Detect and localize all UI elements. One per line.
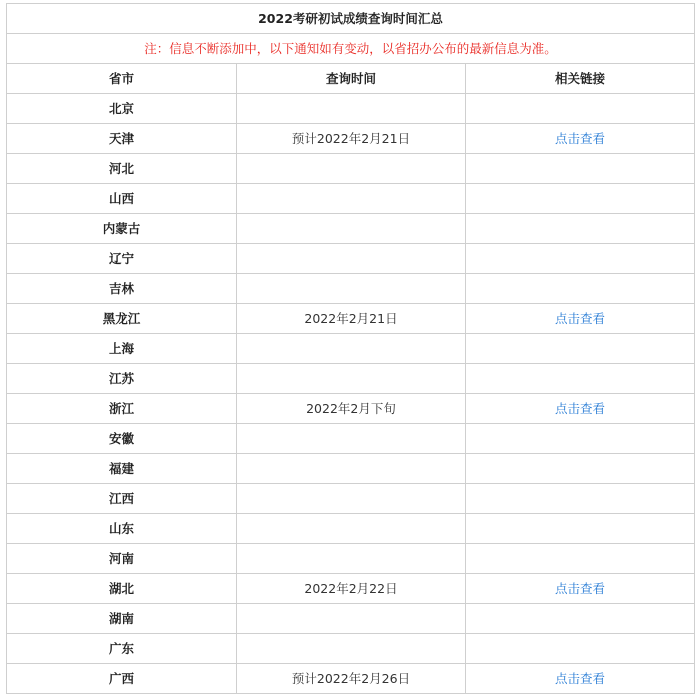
table-row bbox=[7, 154, 695, 184]
related-link-cell bbox=[466, 574, 695, 604]
province-cell: 山西 bbox=[7, 184, 237, 214]
related-link-cell bbox=[466, 154, 695, 184]
related-link-cell bbox=[466, 214, 695, 244]
province-cell: 上海 bbox=[7, 334, 237, 364]
table-row bbox=[7, 484, 695, 514]
related-link-cell bbox=[466, 124, 695, 154]
related-link-cell bbox=[466, 364, 695, 394]
table-row bbox=[7, 124, 695, 154]
table-row bbox=[7, 304, 695, 334]
related-link-cell bbox=[466, 664, 695, 694]
query-time-cell: 2022年2月21日 bbox=[237, 304, 466, 334]
column-header-link: 相关链接 bbox=[466, 64, 695, 94]
province-cell: 辽宁 bbox=[7, 244, 237, 274]
score-query-schedule-table bbox=[6, 3, 695, 694]
view-details-link[interactable]: 点击查看 bbox=[555, 400, 606, 416]
query-time-cell bbox=[237, 544, 466, 574]
table-title: 2022考研初试成绩查询时间汇总 bbox=[7, 4, 695, 34]
table-body bbox=[7, 4, 695, 694]
province-cell: 江西 bbox=[7, 484, 237, 514]
query-time-cell: 预计2022年2月26日 bbox=[237, 664, 466, 694]
table-row bbox=[7, 634, 695, 664]
query-time-cell bbox=[237, 454, 466, 484]
table-notice-row bbox=[7, 34, 695, 64]
table-row bbox=[7, 664, 695, 694]
province-cell: 河北 bbox=[7, 154, 237, 184]
province-cell: 安徽 bbox=[7, 424, 237, 454]
table-row bbox=[7, 604, 695, 634]
view-details-link[interactable]: 点击查看 bbox=[555, 580, 606, 596]
related-link-cell bbox=[466, 94, 695, 124]
query-time-cell: 2022年2月22日 bbox=[237, 574, 466, 604]
table-row bbox=[7, 274, 695, 304]
table-row bbox=[7, 334, 695, 364]
province-cell: 江苏 bbox=[7, 364, 237, 394]
view-details-link[interactable]: 点击查看 bbox=[555, 670, 606, 686]
table-row bbox=[7, 514, 695, 544]
province-cell: 浙江 bbox=[7, 394, 237, 424]
page-content bbox=[6, 3, 694, 694]
related-link-cell bbox=[466, 454, 695, 484]
query-time-cell bbox=[237, 514, 466, 544]
province-cell: 山东 bbox=[7, 514, 237, 544]
province-cell: 天津 bbox=[7, 124, 237, 154]
related-link-cell bbox=[466, 334, 695, 364]
province-cell: 广西 bbox=[7, 664, 237, 694]
query-time-cell bbox=[237, 604, 466, 634]
related-link-cell bbox=[466, 634, 695, 664]
table-row bbox=[7, 574, 695, 604]
related-link-cell bbox=[466, 544, 695, 574]
related-link-cell bbox=[466, 184, 695, 214]
column-header-province: 省市 bbox=[7, 64, 237, 94]
province-cell: 湖北 bbox=[7, 574, 237, 604]
query-time-cell bbox=[237, 334, 466, 364]
province-cell: 黑龙江 bbox=[7, 304, 237, 334]
column-header-time: 查询时间 bbox=[237, 64, 466, 94]
table-notice: 注：信息不断添加中，以下通知如有变动，以省招办公布的最新信息为准。 bbox=[7, 34, 695, 64]
province-cell: 福建 bbox=[7, 454, 237, 484]
related-link-cell bbox=[466, 484, 695, 514]
table-row bbox=[7, 94, 695, 124]
table-row bbox=[7, 424, 695, 454]
table-row bbox=[7, 184, 695, 214]
province-cell: 广东 bbox=[7, 634, 237, 664]
query-time-cell bbox=[237, 244, 466, 274]
related-link-cell bbox=[466, 604, 695, 634]
view-details-link[interactable]: 点击查看 bbox=[555, 130, 606, 146]
table-header-row bbox=[7, 64, 695, 94]
view-details-link[interactable]: 点击查看 bbox=[555, 310, 606, 326]
province-cell: 北京 bbox=[7, 94, 237, 124]
related-link-cell bbox=[466, 514, 695, 544]
table-row bbox=[7, 214, 695, 244]
query-time-cell bbox=[237, 634, 466, 664]
query-time-cell bbox=[237, 214, 466, 244]
table-row bbox=[7, 394, 695, 424]
query-time-cell bbox=[237, 154, 466, 184]
related-link-cell bbox=[466, 394, 695, 424]
table-row bbox=[7, 544, 695, 574]
query-time-cell bbox=[237, 484, 466, 514]
table-row bbox=[7, 244, 695, 274]
query-time-cell bbox=[237, 274, 466, 304]
query-time-cell: 2022年2月下旬 bbox=[237, 394, 466, 424]
province-cell: 内蒙古 bbox=[7, 214, 237, 244]
related-link-cell bbox=[466, 244, 695, 274]
query-time-cell: 预计2022年2月21日 bbox=[237, 124, 466, 154]
table-row bbox=[7, 454, 695, 484]
related-link-cell bbox=[466, 274, 695, 304]
query-time-cell bbox=[237, 94, 466, 124]
query-time-cell bbox=[237, 424, 466, 454]
query-time-cell bbox=[237, 184, 466, 214]
related-link-cell bbox=[466, 424, 695, 454]
query-time-cell bbox=[237, 364, 466, 394]
table-row bbox=[7, 364, 695, 394]
province-cell: 吉林 bbox=[7, 274, 237, 304]
table-title-row bbox=[7, 4, 695, 34]
related-link-cell bbox=[466, 304, 695, 334]
province-cell: 湖南 bbox=[7, 604, 237, 634]
province-cell: 河南 bbox=[7, 544, 237, 574]
